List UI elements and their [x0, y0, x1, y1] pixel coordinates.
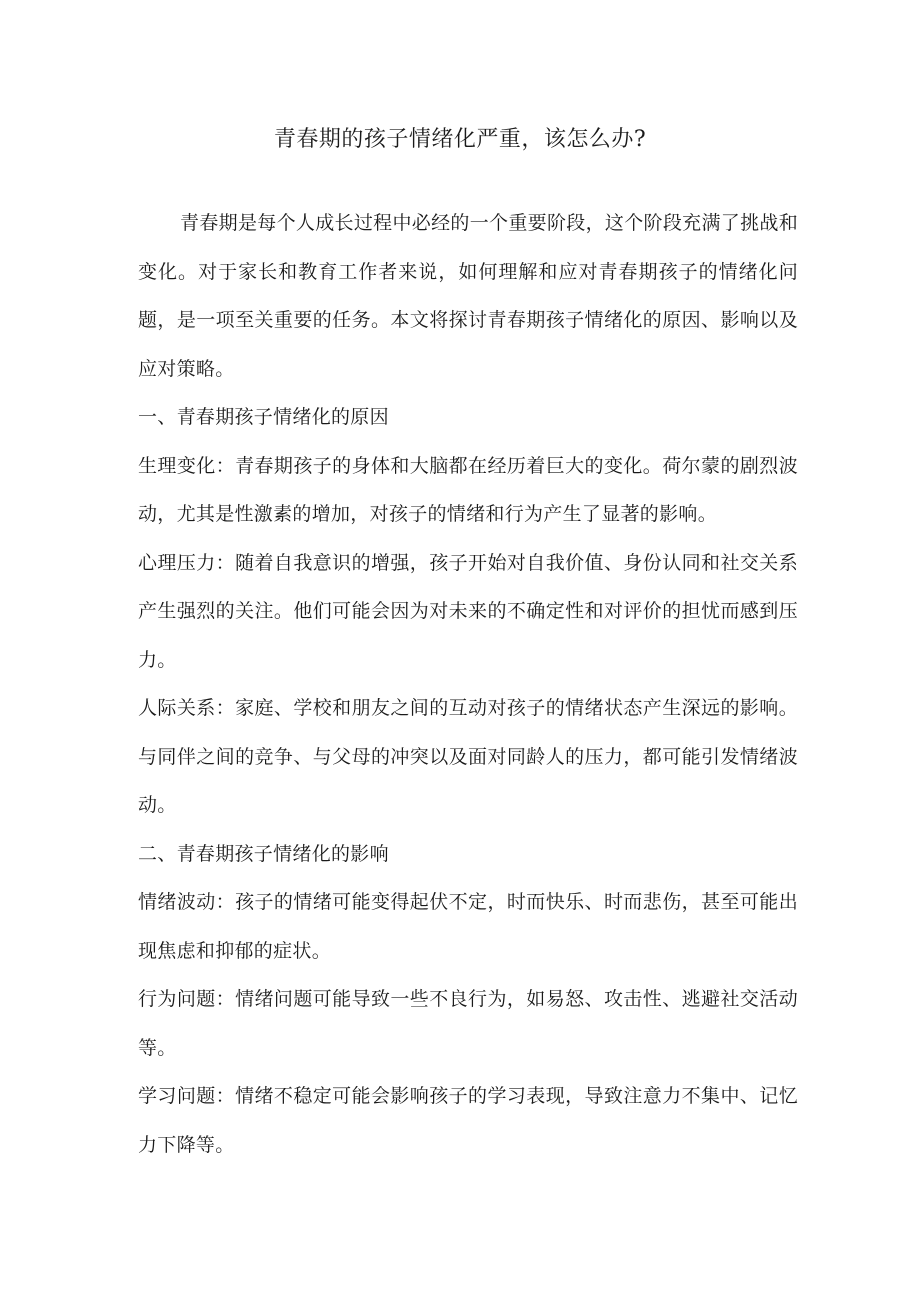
section-2-paragraph-behavior: 行为问题：情绪问题可能导致一些不良行为，如易怒、攻击性、逃避社交活动等。	[138, 988, 798, 1059]
section-1-heading: 一、青春期孩子情绪化的原因	[138, 406, 389, 428]
section-1-paragraph-relationships: 人际关系：家庭、学校和朋友之间的互动对孩子的情绪状态产生深远的影响。与同伴之间的竞争、与父母的冲突以及面对同龄人的压力，都可能引发情绪波动。	[138, 697, 798, 816]
section-1-paragraph-physiological: 生理变化：青春期孩子的身体和大脑都在经历着巨大的变化。荷尔蒙的剧烈波动，尤其是性激素的增加，对孩子的情绪和行为产生了显著的影响。	[138, 454, 798, 525]
document-body	[138, 199, 798, 1169]
intro-paragraph: 青春期是每个人成长过程中必经的一个重要阶段，这个阶段充满了挑战和变化。对于家长和教育工作者来说，如何理解和应对青春期孩子的情绪化问题，是一项至关重要的任务。本文将探讨青春期孩子情绪化的原因、影响以及应对策略。	[138, 212, 798, 380]
section-1-paragraph-psychological: 心理压力：随着自我意识的增强，孩子开始对自我价值、身份认同和社交关系产生强烈的关注。他们可能会因为对未来的不确定性和对评价的担忧而感到压力。	[138, 551, 798, 671]
section-2-paragraph-learning: 学习问题：情绪不稳定可能会影响孩子的学习表现，导致注意力不集中、记忆力下降等。	[138, 1085, 798, 1156]
document-title: 青春期的孩子情绪化严重，该怎么办?	[273, 127, 647, 152]
section-2-heading: 二、青春期孩子情绪化的影响	[138, 842, 389, 865]
section-2-paragraph-mood-swings: 情绪波动：孩子的情绪可能变得起伏不定，时而快乐、时而悲伤，甚至可能出现焦虑和抑郁的症状。	[138, 891, 798, 962]
